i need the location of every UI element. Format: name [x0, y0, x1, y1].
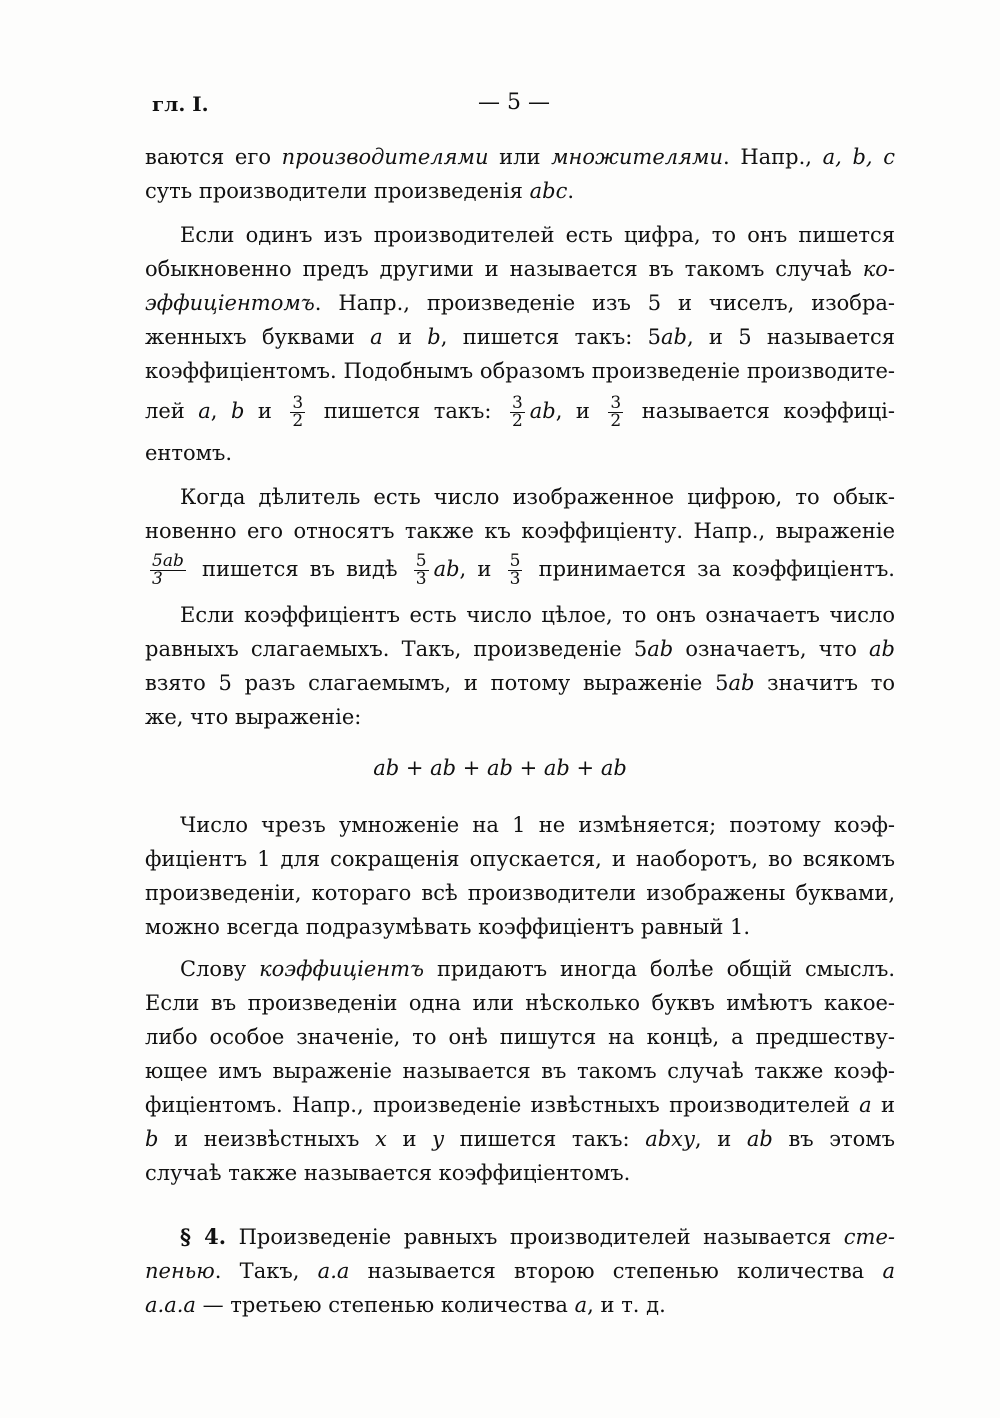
text-line: Слову коэффиціентъ придаютъ иногда болѣе общій смыслъ.: [180, 957, 895, 981]
italic-term: эффиціентомъ: [145, 291, 315, 315]
italic-term: множителями: [551, 145, 723, 169]
fraction: $\frac{5}{3}$: [415, 551, 427, 589]
text-line: лей a, b и $\frac{3}{2}$ пишется такъ: $\frac{3}{2}$ ab, и $\frac{3}{2}$ называется коэффиці-: [145, 393, 895, 431]
text-line: суть производители произведенія abc.: [145, 179, 575, 203]
fraction: $\frac{3}{2}$: [292, 393, 304, 431]
text-line: либо особое значеніе, то онѣ пишутся на концѣ, а предшеству-: [145, 1025, 895, 1049]
text-line: случаѣ также называется коэффиціентомъ.: [145, 1161, 631, 1185]
text-line: Если коэффиціентъ есть число цѣлое, то онъ означаетъ число: [180, 603, 895, 627]
italic-term: производителями: [281, 145, 489, 169]
text-line: пенью. Такъ, a.a называется второю степенью количества a: [145, 1259, 895, 1283]
formula-sum: ab + ab + ab + ab + ab: [373, 756, 627, 780]
text-line: Число чрезъ умноженіе на 1 не измѣняется; поэтому коэф-: [180, 813, 895, 837]
section-marker: § 4.: [180, 1224, 227, 1249]
page-number: — 5 —: [478, 90, 550, 115]
fraction: $\frac{5}{3}$: [509, 551, 521, 589]
text-line: же, что выраженіе:: [145, 705, 362, 729]
text-line: эффиціентомъ. Напр., произведеніе изъ 5 и чиселъ, изобра-: [145, 291, 895, 315]
text-line: Если одинъ изъ производителей есть цифра, то онъ пишется: [180, 223, 895, 247]
text-line: $\frac{5ab}{3}$ пишется въ видѣ $\frac{5}{3}$ ab, и $\frac{5}{3}$ принимается за коэффиціентъ.: [152, 551, 895, 589]
text-line: фиціентъ 1 для сокращенія опускается, и наоборотъ, во всякомъ: [145, 847, 895, 871]
text-line: фиціентомъ. Напр., произведеніе извѣстныхъ производителей a и: [145, 1093, 895, 1117]
text-line: можно всегда подразумѣвать коэффиціентъ равный 1.: [145, 915, 751, 939]
text-line: новенно его относятъ также къ коэффиціенту. Напр., выраженіе: [145, 519, 895, 543]
text-line: обыкновенно предъ другими и называется въ такомъ случаѣ ко-: [145, 257, 895, 281]
text-line: произведеніи, котораго всѣ производители изображены буквами,: [145, 881, 895, 905]
text-line: Если въ произведеніи одна или нѣсколько буквъ имѣютъ какое-: [145, 991, 895, 1015]
italic-term: коэффиціентъ: [259, 957, 425, 981]
text-line: коэффиціентомъ. Подобнымъ образомъ произведеніе производите-: [145, 359, 895, 383]
text-line: женныхъ буквами a и b, пишется такъ: 5ab, и 5 называется: [145, 325, 895, 349]
chapter-header: гл. I.: [152, 92, 209, 116]
fraction: $\frac{5ab}{3}$: [152, 551, 184, 589]
text-line: взято 5 разъ слагаемымъ, и потому выраженіе 5ab значитъ то: [145, 671, 895, 695]
fraction: $\frac{3}{2}$: [610, 393, 622, 431]
text-line: § 4. Произведеніе равныхъ производителей называется сте-: [180, 1224, 895, 1249]
italic-term: пенью: [145, 1259, 215, 1283]
text-line: ваются его производителями или множителями. Напр., a, b, c: [145, 145, 895, 169]
text-line: a.a.a — третьею степенью количества a, и т. д.: [145, 1293, 666, 1317]
text-line: равныхъ слагаемыхъ. Такъ, произведеніе 5ab означаетъ, что ab: [145, 637, 895, 661]
text-line: Когда дѣлитель есть число изображенное цифрою, то обык-: [180, 485, 895, 509]
fraction: $\frac{3}{2}$: [511, 393, 523, 431]
text-line: b и неизвѣстныхъ x и y пишется такъ: abxy, и ab въ этомъ: [145, 1127, 895, 1151]
text-line: ентомъ.: [145, 441, 233, 465]
text-line: ющее имъ выраженіе называется въ такомъ случаѣ также коэф-: [145, 1059, 895, 1083]
